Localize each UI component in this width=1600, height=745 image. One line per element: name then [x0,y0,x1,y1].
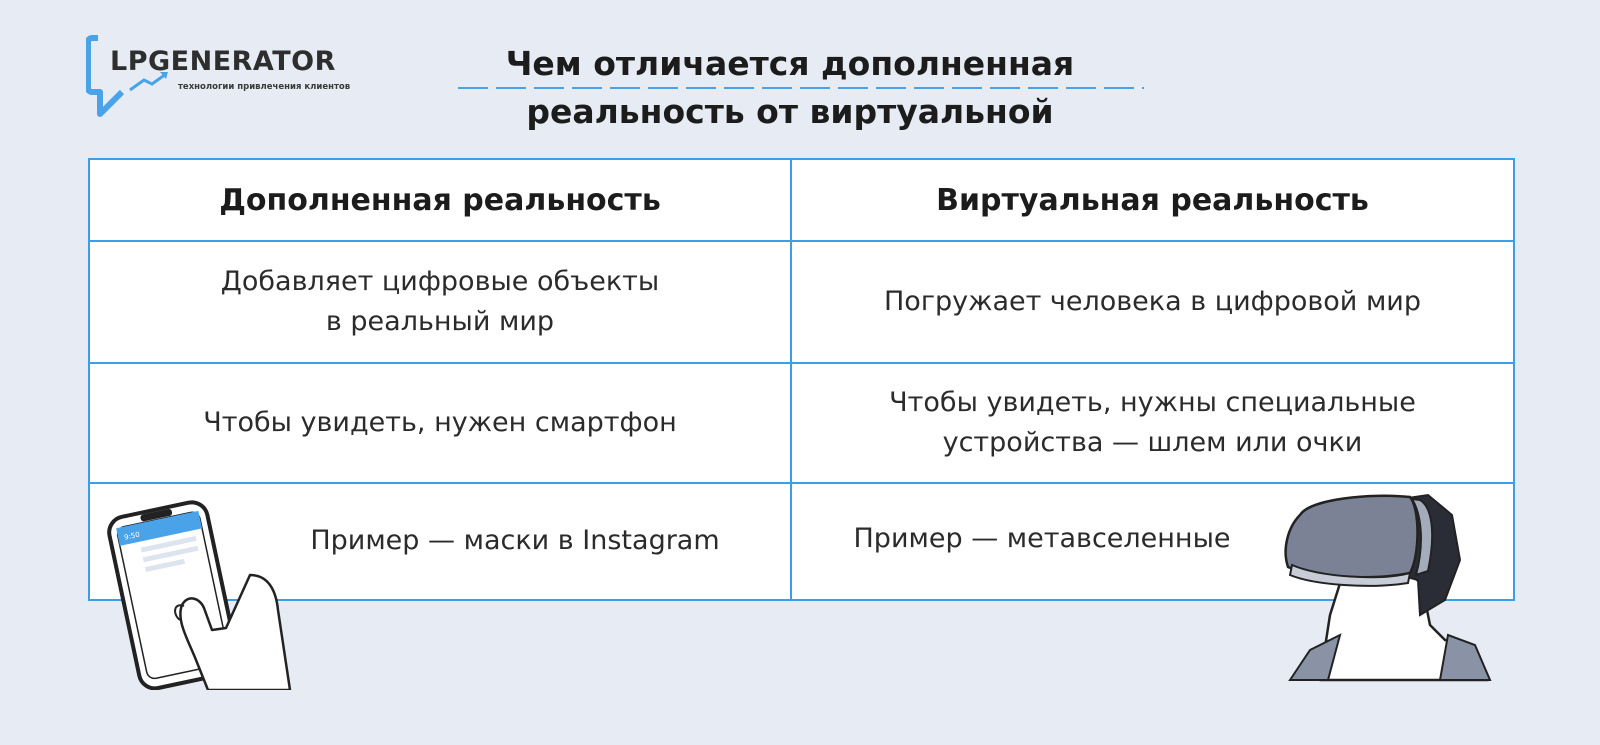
table-cell: Пример — маски в Instagram [310,525,720,556]
page-title: Чем отличается дополненная реальность от виртуальной [505,44,1075,131]
logo [86,32,386,122]
header-virtual-reality: Виртуальная реальность [936,182,1369,218]
smartphone-in-hand-icon [100,490,300,690]
header-augmented-reality: Дополненная реальность [219,182,661,218]
title-underline [458,87,1144,89]
logo-wordmark: LPGENERATOR [110,46,336,77]
table-cell: Добавляет цифровые объекты в реальный мир [220,266,660,337]
table-cell: Чтобы увидеть, нужны специальные устройства — шлем или очки [889,387,1416,458]
logo-tagline: технологии привлечения клиентов [178,82,351,92]
phone-status-time: 9:50 [123,530,141,542]
table-cell: Чтобы увидеть, нужен смартфон [203,407,677,438]
vr-headset-icon [1270,485,1495,690]
table-cell: Пример — метавселенные [853,523,1231,554]
table-cell: Погружает человека в цифровой мир [884,286,1421,317]
